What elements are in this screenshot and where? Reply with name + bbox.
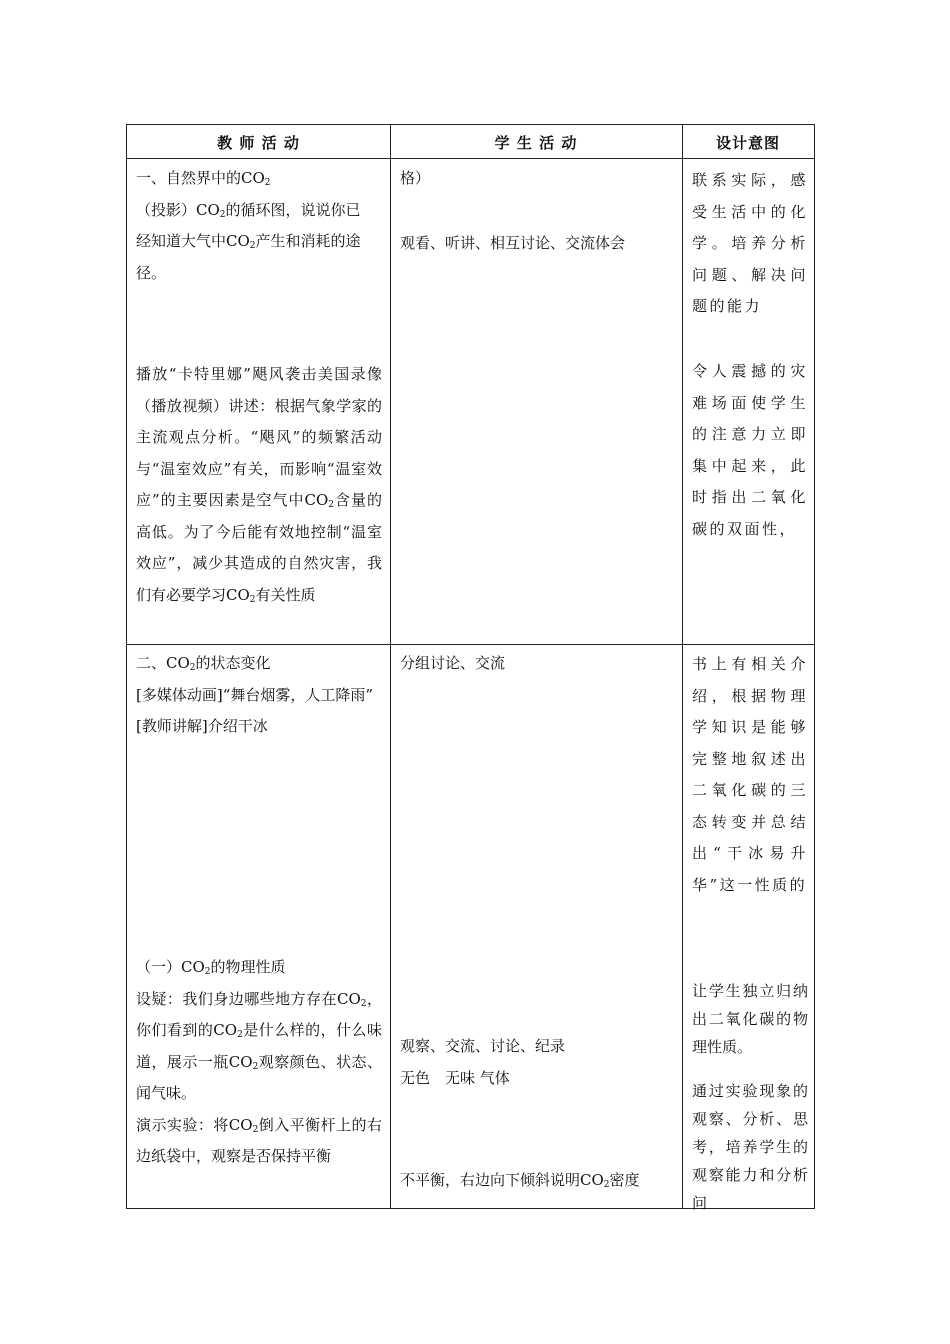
- header-student-activity: 学 生 活 动: [494, 133, 578, 152]
- row1-student-s2: 观看、听讲、相互讨论、交流体会: [400, 234, 626, 252]
- row2-student-s3: 无色 无味 气体: [400, 1069, 510, 1087]
- row2-student-s1: 分组讨论、交流: [400, 654, 506, 672]
- row-divider: [127, 644, 814, 645]
- column-divider: [682, 125, 683, 1208]
- row2-student-s4: 不平衡，右边向下倾斜说明$CO_2$密度: [400, 1171, 640, 1190]
- row2-student-s2: 观察、交流、讨论、纪录: [400, 1037, 566, 1055]
- row2-design-d2: 让学生独立归纳出二氧化碳的物理性质。: [692, 982, 808, 1056]
- row2-design-d3: 通过实验现象的观察、分析、思考，培养学生的观察能力和分析问: [692, 1082, 808, 1212]
- lesson-plan-table: [126, 124, 815, 1212]
- row2-teacher-state-change: 二、$CO_2$的状态变化 [多媒体动画]“舞台烟雾，人工降雨” [教师讲解]介绍干冰: [136, 654, 374, 735]
- row2-teacher-physical-properties: （一）$CO_2$的物理性质 设疑：我们身边哪些地方存在$CO_2$，你们看到的$CO_2$是什么样的，什么味道，展示一瓶$CO_2$观察颜色、状态、闻气味。 演示实验：将$CO_2$倒入平衡杆上的右边纸袋中，观察是否保持平衡: [136, 958, 382, 1165]
- row1-teacher-intro: 一、自然界中的$CO_2$ （投影）$CO_2$的循环图，说说你已 经知道大气中$CO_2$产生和消耗的途 径。: [136, 169, 361, 282]
- row1-design-d2: 令人震撼的灾难场面使学生的注意力立即集中起来，此时指出二氧化碳的双面性，: [692, 362, 808, 538]
- row1-teacher-hurricane-paragraph: 播放“卡特里娜”飓风袭击美国录像（播放视频）讲述：根据气象学家的主流观点分析。“飓风”的频繁活动与“温室效应”有关，而影响“温室效应”的主要因素是空气中$CO_2$含量的高低。为了今后能有效地控制“温室效应”，减少其造成的自然灾害，我们有必要学习$CO_2$有关性质: [136, 365, 382, 605]
- header-design-intent: 设计意图: [715, 133, 780, 152]
- header-teacher-activity: 教 师 活 动: [217, 133, 300, 152]
- row1-student-s1: 格）: [400, 169, 431, 187]
- row1-design-d1: 联系实际，感受生活中的化学。培养分析问题、解决问题的能力: [692, 171, 808, 315]
- row2-design-d1: 书上有相关介绍，根据物理学知识是能够完整地叙述出二氧化碳的三态转变并总结出“干冰易升华”这一性质的: [692, 655, 808, 894]
- column-divider: [390, 125, 391, 1208]
